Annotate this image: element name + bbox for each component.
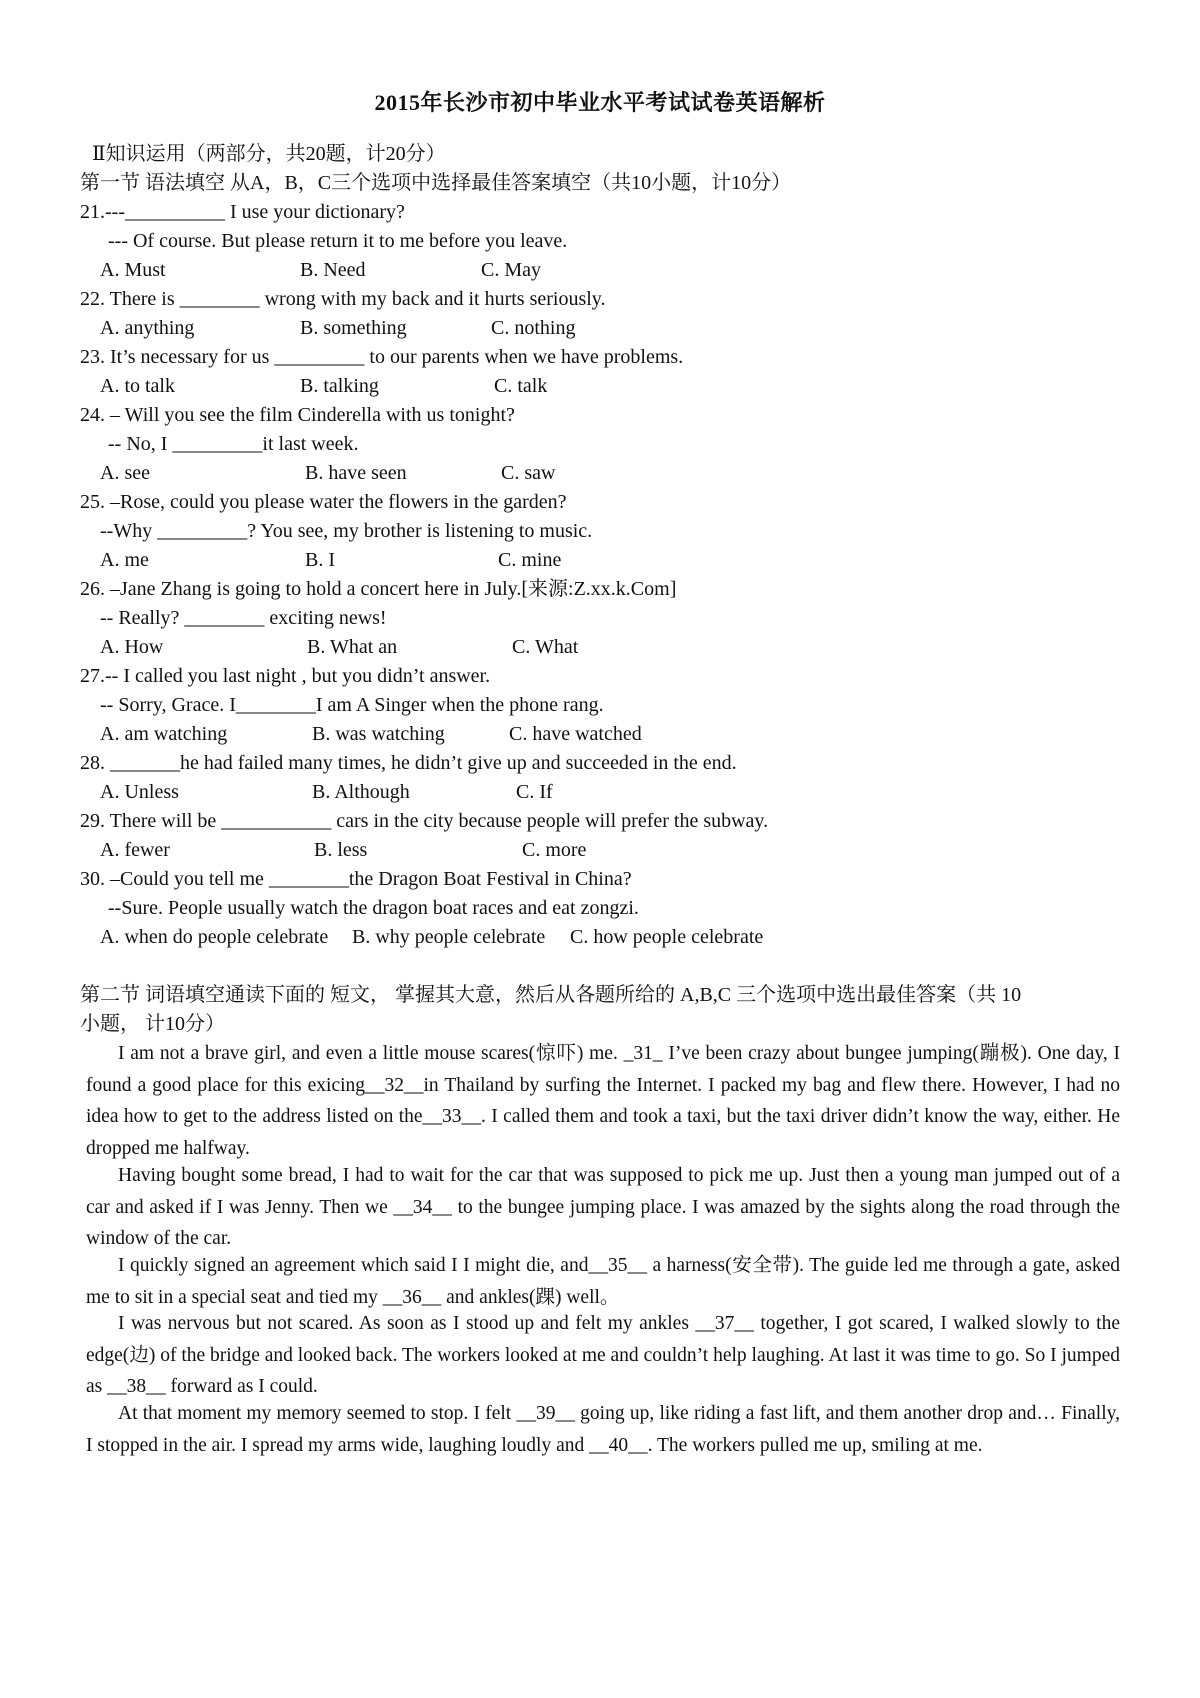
question-stem: 26. –Jane Zhang is going to hold a concert here in July.[来源:Z.xx.k.Com] [80, 578, 677, 600]
question-stem: 25. –Rose, could you please water the flowers in the garden? [80, 491, 567, 513]
option-a: A. see [100, 462, 150, 484]
question-stem-line [0, 603, 1200, 634]
question-stem-line [0, 342, 1200, 373]
option-a: A. to talk [100, 375, 175, 397]
question-reply: --- Of course. But please return it to me before you leave. [108, 230, 568, 252]
option-a: A. anything [100, 317, 195, 339]
option-b: B. Although [312, 781, 410, 803]
passage-paragraph: I am not a brave girl, and even a little mouse scares(惊吓) me. _31_ I’ve been crazy about bungee jumping(蹦极). One day, I found a good place for this exicing__32__in Thailand by surfing the Internet. I packed my bag and flew there. However, I had no idea how to get to the address listed on the__33__. I called them and took a taxi, but the taxi driver didn’t know the way, either. He dropped me halfway. [86, 1043, 1120, 1159]
question-reply: --Why _________? You see, my brother is listening to music. [100, 520, 593, 542]
option-b: B. why people celebrate [352, 926, 546, 948]
option-a: A. am watching [100, 723, 228, 745]
page-title: 2015年长沙市初中毕业水平考试试卷英语解析 [374, 90, 826, 115]
question-stem-line [0, 487, 1200, 518]
question-stem: 24. – Will you see the film Cinderella with us tonight? [80, 404, 515, 426]
option-b: B. was watching [312, 723, 445, 745]
option-c: C. talk [494, 375, 548, 397]
options-row [0, 719, 1200, 750]
question-stem-line [0, 400, 1200, 431]
section2-header: 第二节 词语填空通读下面的 短文， 掌握其大意，然后从各题所给的 A,B,C 三个选项中选出最佳答案（共 10 [80, 984, 1022, 1006]
options-row [0, 777, 1200, 808]
options-row [0, 922, 1200, 953]
passage-paragraph: Having bought some bread, I had to wait for the car that was supposed to pick me up. Just then a young man jumped out of a car and asked if I was Jenny. Then we __34__ to the bungee jumping place. I was amazed by the sights along the road through the window of the car. [86, 1165, 1120, 1249]
question-stem: 21.---__________ I use your dictionary? [80, 201, 405, 223]
options-row [0, 632, 1200, 663]
options-row [0, 313, 1200, 344]
option-b: B. less [314, 839, 368, 861]
option-c: C. have watched [509, 723, 642, 745]
option-a: A. me [100, 549, 149, 571]
question-reply: --Sure. People usually watch the dragon boat races and eat zongzi. [108, 897, 639, 919]
option-b: B. talking [300, 375, 379, 397]
question-stem: 23. It’s necessary for us _________ to our parents when we have problems. [80, 346, 684, 368]
question-stem-line [0, 806, 1200, 837]
option-c: C. What [512, 636, 579, 658]
question-stem: 27.-- I called you last night , but you didn’t answer. [80, 665, 491, 687]
question-stem: 30. –Could you tell me ________the Dragon Boat Festival in China? [80, 868, 632, 890]
option-b: B. I [305, 549, 335, 571]
question-stem-line [0, 429, 1200, 460]
question-stem-line [0, 197, 1200, 228]
option-c: C. nothing [491, 317, 576, 339]
question-stem-line [0, 661, 1200, 692]
options-row [0, 458, 1200, 489]
option-b: B. have seen [305, 462, 407, 484]
passage-paragraph: At that moment my memory seemed to stop. I felt __39__ going up, like riding a fast lift, and them another drop and… Finally, I stopped in the air. I spread my arms wide, laughing loudly and __40__. The workers pulled me up, smiling at me. [86, 1403, 1120, 1456]
question-stem-line [0, 226, 1200, 257]
options-row [0, 835, 1200, 866]
section2-header-line [0, 1009, 1200, 1040]
section2-header-cont: 小题， 计10分） [80, 1013, 225, 1035]
part2-header: Ⅱ知识运用（两部分，共20题，计20分） [92, 143, 446, 165]
option-a: A. Must [100, 259, 166, 281]
option-c: C. how people celebrate [570, 926, 764, 948]
passage-paragraph: I quickly signed an agreement which said I I might die, and__35__ a harness(安全带). The guide led me through a gate, asked me to sit in a special seat and tied my __36__ and ankles(踝) well。 [86, 1255, 1120, 1308]
question-stem: 28. _______he had failed many times, he didn’t give up and succeeded in the end. [80, 752, 737, 774]
section1-header: 第一节 语法填空 从A，B，C三个选项中选择最佳答案填空（共10小题，计10分） [80, 172, 792, 194]
option-a: A. How [100, 636, 164, 658]
question-stem: 29. There will be ___________ cars in the city because people will prefer the subway. [80, 810, 769, 832]
option-a: A. Unless [100, 781, 179, 803]
passage-paragraph: I was nervous but not scared. As soon as I stood up and felt my ankles __37__ together, I got scared, I walked slowly to the edge(边) of the bridge and looked back. The workers looked at me and couldn’t help laughing. At last it was time to go. So I jumped as __38__ forward as I could. [86, 1313, 1120, 1397]
option-c: C. more [522, 839, 587, 861]
question-reply: -- Sorry, Grace. I________I am A Singer when the phone rang. [100, 694, 604, 716]
option-b: B. What an [307, 636, 398, 658]
question-reply: -- Really? ________ exciting news! [100, 607, 387, 629]
option-c: C. If [516, 781, 553, 803]
option-c: C. mine [498, 549, 562, 571]
question-stem-line [0, 284, 1200, 315]
question-stem-line [0, 748, 1200, 779]
option-c: C. saw [501, 462, 556, 484]
option-b: B. Need [300, 259, 366, 281]
option-a: A. fewer [100, 839, 170, 861]
section2-header-line [0, 980, 1200, 1011]
option-b: B. something [300, 317, 407, 339]
part2-header-line [0, 139, 1200, 170]
question-stem-line [0, 574, 1200, 605]
option-c: C. May [481, 259, 541, 281]
question-reply: -- No, I _________it last week. [108, 433, 359, 455]
options-row [0, 255, 1200, 286]
section1-header-line [0, 168, 1200, 199]
question-stem-line [0, 516, 1200, 547]
question-stem-line [0, 864, 1200, 895]
options-row [0, 545, 1200, 576]
question-stem-line [0, 893, 1200, 924]
option-a: A. when do people celebrate [100, 926, 329, 948]
options-row [0, 371, 1200, 402]
question-stem-line [0, 690, 1200, 721]
question-stem: 22. There is ________ wrong with my back and it hurts seriously. [80, 288, 606, 310]
